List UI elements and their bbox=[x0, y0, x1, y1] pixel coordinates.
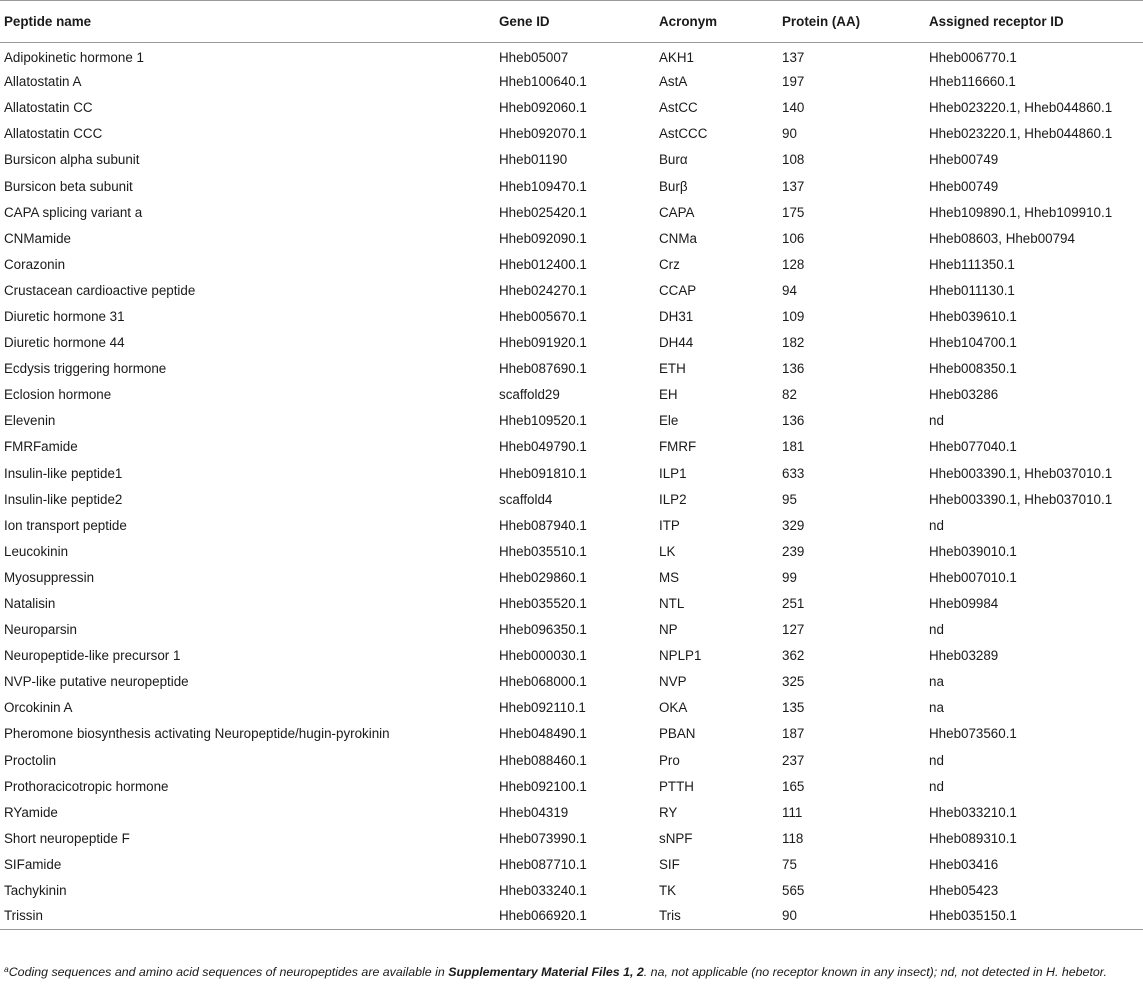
cell-receptor-id: Hheb006770.1 bbox=[929, 50, 1017, 66]
cell-peptide-name: Pheromone biosynthesis activating Neuropeptide/hugin-pyrokinin bbox=[4, 726, 390, 742]
cell-protein-aa: 197 bbox=[782, 74, 805, 90]
cell-receptor-id: Hheb09984 bbox=[929, 596, 999, 612]
cell-protein-aa: 136 bbox=[782, 361, 805, 377]
table-body bbox=[0, 43, 1143, 930]
cell-gene-id: Hheb05007 bbox=[499, 50, 569, 66]
table-row bbox=[0, 43, 1143, 69]
cell-gene-id: Hheb087940.1 bbox=[499, 517, 587, 533]
cell-gene-id: Hheb109470.1 bbox=[499, 178, 587, 194]
cell-gene-id: Hheb100640.1 bbox=[499, 74, 587, 90]
cell-protein-aa: 109 bbox=[782, 308, 805, 324]
cell-gene-id: Hheb012400.1 bbox=[499, 256, 587, 272]
table-row bbox=[0, 382, 1143, 408]
cell-receptor-id: Hheb023220.1, Hheb044860.1 bbox=[929, 126, 1113, 142]
footnote-text-after: . na, not applicable (no receptor known in any insect); nd, not detected in H. hebetor. bbox=[643, 965, 1107, 979]
cell-acronym: ETH bbox=[659, 361, 686, 377]
cell-peptide-name: Leucokinin bbox=[4, 543, 69, 559]
cell-receptor-id: Hheb03416 bbox=[929, 856, 999, 872]
cell-receptor-id: na bbox=[929, 674, 944, 690]
cell-protein-aa: 165 bbox=[782, 778, 805, 794]
table-row bbox=[0, 773, 1143, 799]
cell-peptide-name: Natalisin bbox=[4, 596, 56, 612]
cell-acronym: Burα bbox=[659, 152, 688, 168]
cell-acronym: Ele bbox=[659, 413, 679, 429]
cell-peptide-name: Myosuppressin bbox=[4, 569, 95, 585]
cell-receptor-id: nd bbox=[929, 752, 944, 768]
header-protein-aa: Protein (AA) bbox=[778, 1, 925, 43]
table-row bbox=[0, 695, 1143, 721]
cell-peptide-name: Bursicon alpha subunit bbox=[4, 152, 140, 168]
cell-protein-aa: 82 bbox=[782, 387, 797, 403]
table-row bbox=[0, 330, 1143, 356]
cell-receptor-id: Hheb011130.1 bbox=[929, 282, 1015, 298]
header-acronym: Acronym bbox=[655, 1, 778, 43]
cell-protein-aa: 237 bbox=[782, 752, 805, 768]
table-row bbox=[0, 538, 1143, 564]
cell-receptor-id: nd bbox=[929, 622, 944, 638]
cell-protein-aa: 565 bbox=[782, 883, 805, 899]
cell-gene-id: Hheb091810.1 bbox=[499, 465, 587, 481]
cell-acronym: DH31 bbox=[659, 308, 694, 324]
cell-receptor-id: Hheb03289 bbox=[929, 648, 999, 664]
cell-peptide-name: SIFamide bbox=[4, 856, 62, 872]
cell-protein-aa: 136 bbox=[782, 413, 805, 429]
cell-acronym: AKH1 bbox=[659, 50, 694, 66]
cell-acronym: NVP bbox=[659, 674, 687, 690]
cell-gene-id: Hheb092090.1 bbox=[499, 230, 587, 246]
cell-protein-aa: 135 bbox=[782, 700, 805, 716]
cell-protein-aa: 94 bbox=[782, 282, 797, 298]
cell-peptide-name: Insulin-like peptide2 bbox=[4, 491, 123, 507]
cell-peptide-name: RYamide bbox=[4, 804, 58, 820]
cell-peptide-name: Neuropeptide-like precursor 1 bbox=[4, 648, 181, 664]
cell-gene-id: Hheb096350.1 bbox=[499, 622, 587, 638]
cell-peptide-name: Allatostatin A bbox=[4, 74, 82, 90]
cell-receptor-id: Hheb039610.1 bbox=[929, 308, 1017, 324]
cell-peptide-name: Neuroparsin bbox=[4, 622, 77, 638]
cell-protein-aa: 75 bbox=[782, 856, 797, 872]
cell-receptor-id: Hheb089310.1 bbox=[929, 830, 1017, 846]
cell-gene-id: Hheb073990.1 bbox=[499, 830, 587, 846]
cell-acronym: MS bbox=[659, 569, 680, 585]
cell-protein-aa: 95 bbox=[782, 491, 797, 507]
cell-receptor-id: Hheb00749 bbox=[929, 152, 999, 168]
table-row bbox=[0, 904, 1143, 930]
cell-peptide-name: Corazonin bbox=[4, 256, 66, 272]
cell-peptide-name: Short neuropeptide F bbox=[4, 830, 130, 846]
cell-acronym: AstA bbox=[659, 74, 688, 90]
cell-gene-id: Hheb092100.1 bbox=[499, 778, 587, 794]
cell-peptide-name: Diuretic hormone 31 bbox=[4, 308, 125, 324]
cell-gene-id: Hheb033240.1 bbox=[499, 883, 587, 899]
footnote-text-before: Coding sequences and amino acid sequences of neuropeptides are available in bbox=[8, 965, 449, 979]
cell-acronym: NPLP1 bbox=[659, 648, 702, 664]
table-row bbox=[0, 460, 1143, 486]
cell-gene-id: Hheb029860.1 bbox=[499, 569, 587, 585]
cell-receptor-id: nd bbox=[929, 778, 944, 794]
cell-acronym: ILP2 bbox=[659, 491, 687, 507]
cell-peptide-name: Tachykinin bbox=[4, 883, 67, 899]
table-row bbox=[0, 408, 1143, 434]
cell-gene-id: Hheb091920.1 bbox=[499, 335, 587, 351]
table-row bbox=[0, 721, 1143, 747]
cell-peptide-name: Eclosion hormone bbox=[4, 387, 112, 403]
cell-acronym: AstCC bbox=[659, 100, 698, 116]
cell-protein-aa: 108 bbox=[782, 152, 805, 168]
cell-peptide-name: CAPA splicing variant a bbox=[4, 204, 143, 220]
footnote-supplementary-link: Supplementary Material Files 1, 2 bbox=[448, 965, 644, 979]
table-row bbox=[0, 277, 1143, 303]
cell-peptide-name: FMRFamide bbox=[4, 439, 78, 455]
cell-peptide-name: Adipokinetic hormone 1 bbox=[4, 50, 144, 66]
cell-gene-id: Hheb049790.1 bbox=[499, 439, 587, 455]
cell-gene-id: Hheb024270.1 bbox=[499, 282, 587, 298]
header-receptor-id: Assigned receptor ID bbox=[925, 1, 1143, 43]
table-row bbox=[0, 512, 1143, 538]
cell-peptide-name: Insulin-like peptide1 bbox=[4, 465, 123, 481]
cell-peptide-name: Crustacean cardioactive peptide bbox=[4, 282, 196, 298]
cell-acronym: sNPF bbox=[659, 830, 693, 846]
cell-protein-aa: 140 bbox=[782, 100, 805, 116]
cell-receptor-id: nd bbox=[929, 517, 944, 533]
cell-acronym: PBAN bbox=[659, 726, 696, 742]
cell-acronym: TK bbox=[659, 883, 677, 899]
cell-peptide-name: Orcokinin A bbox=[4, 700, 73, 716]
table-footnote bbox=[4, 963, 1134, 981]
cell-acronym: NP bbox=[659, 622, 678, 638]
cell-acronym: ILP1 bbox=[659, 465, 687, 481]
cell-acronym: FMRF bbox=[659, 439, 697, 455]
header-peptide-name: Peptide name bbox=[0, 1, 495, 43]
table-row bbox=[0, 747, 1143, 773]
cell-receptor-id: Hheb05423 bbox=[929, 883, 999, 899]
cell-gene-id: Hheb066920.1 bbox=[495, 904, 655, 930]
cell-protein-aa: 175 bbox=[782, 204, 805, 220]
table-row bbox=[0, 303, 1143, 329]
cell-protein-aa: 90 bbox=[778, 904, 925, 930]
cell-gene-id: Hheb087690.1 bbox=[499, 361, 587, 377]
cell-peptide-name: Bursicon beta subunit bbox=[4, 178, 133, 194]
cell-gene-id: scaffold4 bbox=[499, 491, 553, 507]
cell-receptor-id: Hheb109890.1, Hheb109910.1 bbox=[929, 204, 1113, 220]
table-row bbox=[0, 617, 1143, 643]
cell-acronym: EH bbox=[659, 387, 678, 403]
cell-protein-aa: 182 bbox=[782, 335, 805, 351]
table-row bbox=[0, 564, 1143, 590]
cell-peptide-name: Diuretic hormone 44 bbox=[4, 335, 125, 351]
cell-acronym: PTTH bbox=[659, 778, 694, 794]
cell-acronym: Burβ bbox=[659, 178, 688, 194]
cell-protein-aa: 239 bbox=[782, 543, 805, 559]
cell-protein-aa: 128 bbox=[782, 256, 805, 272]
cell-protein-aa: 329 bbox=[782, 517, 805, 533]
header-gene-id: Gene ID bbox=[495, 1, 655, 43]
cell-peptide-name: Trissin bbox=[0, 904, 495, 930]
cell-peptide-name: Prothoracicotropic hormone bbox=[4, 778, 169, 794]
cell-gene-id: Hheb000030.1 bbox=[499, 648, 587, 664]
cell-protein-aa: 90 bbox=[782, 126, 797, 142]
cell-acronym: CAPA bbox=[659, 204, 695, 220]
cell-receptor-id: Hheb116660.1 bbox=[929, 74, 1016, 90]
cell-receptor-id: Hheb003390.1, Hheb037010.1 bbox=[929, 491, 1113, 507]
cell-gene-id: Hheb025420.1 bbox=[499, 204, 587, 220]
cell-receptor-id: Hheb00749 bbox=[929, 178, 999, 194]
table-row bbox=[0, 199, 1143, 225]
cell-protein-aa: 137 bbox=[782, 50, 805, 66]
cell-receptor-id: Hheb03286 bbox=[929, 387, 999, 403]
cell-protein-aa: 127 bbox=[782, 622, 805, 638]
cell-protein-aa: 325 bbox=[782, 674, 805, 690]
cell-acronym: RY bbox=[659, 804, 678, 820]
cell-peptide-name: CNMamide bbox=[4, 230, 71, 246]
table-row bbox=[0, 173, 1143, 199]
table-row bbox=[0, 878, 1143, 904]
cell-gene-id: Hheb01190 bbox=[499, 152, 568, 168]
cell-gene-id: Hheb088460.1 bbox=[499, 752, 587, 768]
cell-acronym: SIF bbox=[659, 856, 680, 872]
cell-acronym: AstCCC bbox=[659, 126, 708, 142]
header-row bbox=[0, 1, 1143, 43]
table-row bbox=[0, 95, 1143, 121]
cell-gene-id: Hheb048490.1 bbox=[499, 726, 587, 742]
cell-receptor-id: Hheb035150.1 bbox=[925, 904, 1143, 930]
cell-gene-id: Hheb087710.1 bbox=[499, 856, 587, 872]
cell-gene-id: Hheb035510.1 bbox=[499, 543, 587, 559]
cell-acronym: LK bbox=[659, 543, 676, 559]
cell-acronym: Crz bbox=[659, 256, 680, 272]
cell-gene-id: Hheb035520.1 bbox=[499, 596, 587, 612]
table-row bbox=[0, 486, 1143, 512]
table-row bbox=[0, 434, 1143, 460]
cell-acronym: CNMa bbox=[659, 230, 697, 246]
cell-gene-id: Hheb092070.1 bbox=[499, 126, 587, 142]
cell-acronym: NTL bbox=[659, 596, 685, 612]
cell-receptor-id: Hheb007010.1 bbox=[929, 569, 1017, 585]
cell-gene-id: Hheb109520.1 bbox=[499, 413, 587, 429]
table-row bbox=[0, 225, 1143, 251]
cell-gene-id: scaffold29 bbox=[499, 387, 560, 403]
cell-peptide-name: Proctolin bbox=[4, 752, 57, 768]
cell-receptor-id: Hheb003390.1, Hheb037010.1 bbox=[929, 465, 1113, 481]
table-row bbox=[0, 669, 1143, 695]
table-row bbox=[0, 69, 1143, 95]
cell-protein-aa: 99 bbox=[782, 569, 797, 585]
cell-acronym: CCAP bbox=[659, 282, 697, 298]
cell-protein-aa: 187 bbox=[782, 726, 805, 742]
table-row bbox=[0, 825, 1143, 851]
table-row bbox=[0, 643, 1143, 669]
table-row bbox=[0, 799, 1143, 825]
cell-gene-id: Hheb092060.1 bbox=[499, 100, 587, 116]
cell-gene-id: Hheb005670.1 bbox=[499, 308, 587, 324]
cell-protein-aa: 362 bbox=[782, 648, 805, 664]
cell-protein-aa: 118 bbox=[782, 830, 804, 846]
cell-receptor-id: Hheb077040.1 bbox=[929, 439, 1017, 455]
cell-receptor-id: nd bbox=[929, 413, 944, 429]
table-row bbox=[0, 121, 1143, 147]
cell-receptor-id: Hheb104700.1 bbox=[929, 335, 1017, 351]
cell-gene-id: Hheb04319 bbox=[499, 804, 569, 820]
cell-acronym: DH44 bbox=[659, 335, 694, 351]
cell-receptor-id: Hheb039010.1 bbox=[929, 543, 1017, 559]
cell-peptide-name: Ecdysis triggering hormone bbox=[4, 361, 167, 377]
cell-gene-id: Hheb092110.1 bbox=[499, 700, 586, 716]
cell-acronym: OKA bbox=[659, 700, 688, 716]
cell-acronym: Pro bbox=[659, 752, 680, 768]
cell-protein-aa: 181 bbox=[782, 439, 805, 455]
cell-protein-aa: 251 bbox=[782, 596, 805, 612]
table-header bbox=[0, 1, 1143, 43]
table-row bbox=[0, 851, 1143, 877]
cell-gene-id: Hheb068000.1 bbox=[499, 674, 587, 690]
cell-peptide-name: Elevenin bbox=[4, 413, 56, 429]
cell-receptor-id: Hheb073560.1 bbox=[929, 726, 1017, 742]
cell-acronym: Tris bbox=[655, 904, 778, 930]
table-row bbox=[0, 147, 1143, 173]
cell-protein-aa: 106 bbox=[782, 230, 805, 246]
cell-acronym: ITP bbox=[659, 517, 680, 533]
cell-peptide-name: NVP-like putative neuropeptide bbox=[4, 674, 189, 690]
cell-receptor-id: Hheb023220.1, Hheb044860.1 bbox=[929, 100, 1113, 116]
cell-peptide-name: Allatostatin CC bbox=[4, 100, 93, 116]
cell-peptide-name: Allatostatin CCC bbox=[4, 126, 103, 142]
cell-receptor-id: Hheb111350.1 bbox=[929, 256, 1015, 272]
cell-protein-aa: 137 bbox=[782, 178, 805, 194]
cell-receptor-id: Hheb033210.1 bbox=[929, 804, 1017, 820]
cell-protein-aa: 633 bbox=[782, 465, 805, 481]
footnote-marker: a bbox=[4, 964, 9, 974]
cell-receptor-id: Hheb008350.1 bbox=[929, 361, 1017, 377]
cell-protein-aa: 111 bbox=[782, 804, 803, 820]
table-row bbox=[0, 356, 1143, 382]
table-row bbox=[0, 590, 1143, 616]
cell-peptide-name: Ion transport peptide bbox=[4, 517, 127, 533]
table-row bbox=[0, 251, 1143, 277]
cell-receptor-id: Hheb08603, Hheb00794 bbox=[929, 230, 1075, 246]
cell-receptor-id: na bbox=[929, 700, 944, 716]
